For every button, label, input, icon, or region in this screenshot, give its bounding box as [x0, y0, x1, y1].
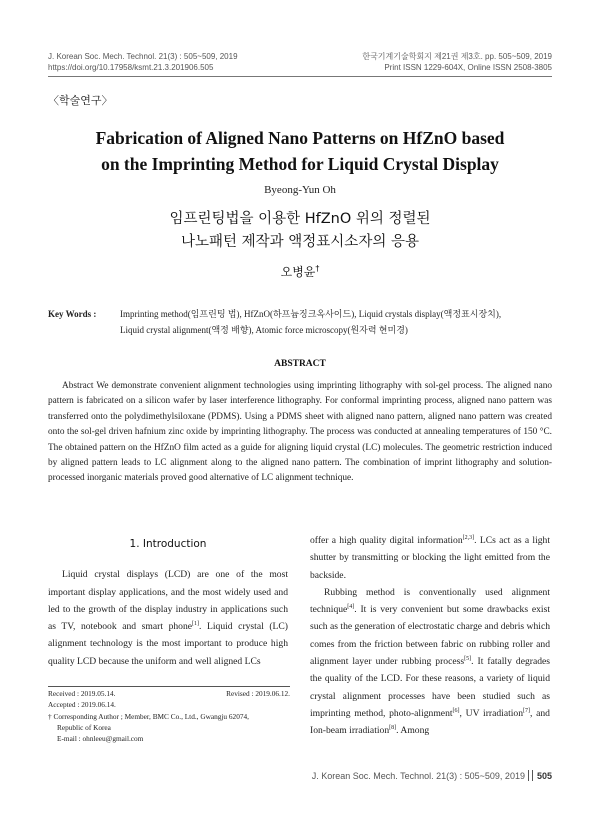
running-header-right	[362, 51, 552, 73]
title-ko-line-1: 임프린팅법을 이용한 HfZnO 위의 정렬된	[169, 211, 431, 227]
intro-text-a: Liquid crystal displays (LCD) are one of the most important display applications, and the most widely used and led to the growth of the display industry in applications such as TV, notebook and smart phone	[48, 569, 288, 633]
title-line-2: on the Imprinting Method for Liquid Crystal Display	[101, 154, 499, 174]
doi-link[interactable]: https://doi.org/10.17958/ksmt.21.3.201906.505	[48, 63, 214, 72]
body-text: offer a high quality digital information	[310, 535, 463, 546]
citation-ref[interactable]: [5]	[464, 656, 472, 663]
body-paragraph-1	[310, 532, 550, 584]
footnote-divider	[48, 686, 290, 687]
running-header-left	[48, 51, 238, 73]
corresponding-mark: †	[315, 264, 320, 273]
received-date: Received : 2019.05.14.	[48, 689, 116, 698]
body-text: . It is very convenient but some drawbacks exist such as the generation of electrostatic charge and debris which comes from the friction between fabric on rubbing roller and alignment layer under rubbing process	[310, 604, 550, 668]
citation-ref[interactable]: [8]	[389, 725, 397, 732]
accepted-date: Accepted : 2019.06.14.	[48, 700, 116, 710]
citation-ref[interactable]: [4]	[347, 604, 355, 611]
footnote-dates	[48, 688, 290, 699]
body-text: , UV irradiation	[459, 707, 524, 719]
journal-citation-ko: 한국기계기술학회지 제21권 제3호. pp. 505~509, 2019	[362, 52, 552, 61]
body-text: . Among	[396, 725, 430, 737]
keywords-line-1: Imprinting method(임프린팅 법), HfZnO(하프늄징크옥사이드), Liquid crystals display(액정표시장치),	[120, 309, 502, 319]
citation-ref[interactable]: [2,3]	[462, 535, 475, 541]
intro-paragraph	[48, 566, 288, 670]
body-paragraph-2	[310, 584, 550, 740]
revised-date: Revised : 2019.06.12.	[226, 689, 290, 698]
author-ko-text: 오병윤	[280, 265, 316, 279]
footer-citation: J. Korean Soc. Mech. Technol. 21(3) : 505~509, 2019	[311, 771, 525, 781]
author-name-korean	[0, 263, 600, 280]
page-number: 505	[536, 771, 552, 781]
keywords-label: Key Words :	[48, 309, 97, 319]
body-text: . It fatally degrades the quality of the LCD. For these reasons, a variety of liquid crystal alignment processes have been studied such as imprinting method, photo-alignment	[310, 656, 550, 719]
paper-title-korean	[48, 208, 552, 254]
citation-ref[interactable]: [1]	[192, 621, 200, 628]
title-ko-line-2: 나노패턴 제작과 액정표시소자의 응용	[181, 234, 419, 250]
section-heading-introduction: 1. Introduction	[129, 538, 207, 550]
section-tag: 〈학술연구〉	[48, 94, 113, 107]
author-name: Byeong-Yun Oh	[264, 184, 336, 196]
intro-text-b: . Liquid crystal (LC) alignment technology is the most important to produce high quality LCD because the uniform and well aligned LCs	[48, 621, 288, 667]
issn-line: Print ISSN 1229-604X, Online ISSN 2508-3805	[384, 63, 552, 72]
page-footer	[312, 770, 552, 781]
header-divider	[48, 76, 552, 77]
abstract-heading: ABSTRACT	[274, 359, 326, 369]
author-email[interactable]: E-mail : ohnleeu@gmail.com	[57, 734, 144, 744]
abstract-text: Abstract We demonstrate convenient alignment technologies using imprinting lithography with sol-gel process. The aligned nano pattern is fabricated on a silicon wafer by laser interference lithography. For conformal imprinting process, aligned nano pattern was transferred onto the polydimethylsiloxane (PDMS). Using a PDMS sheet with aligned nano pattern, aligned nano pattern was created onto the sol-gel driven hafnium zinc oxide by imprinting lithography. The process was conducted at annealing temperatures of 150 °C. The obtained pattern on the HfZnO film acted as a guide for aligning liquid crystal (LC) molecules. The geometric restriction induced by aligned pattern leads to LC alignment along to the aligned nano pattern. The combination of imprint lithography and solution-processed inorganic materials proved good alternative of LC alignment technique.	[48, 381, 552, 484]
keywords-line-2: Liquid crystal alignment(액정 배향), Atomic force microscopy(원자력 현미경)	[120, 325, 408, 335]
corresponding-author-country: Republic of Korea	[57, 722, 111, 732]
citation-ref[interactable]: [7]	[523, 707, 531, 714]
title-line-1: Fabrication of Aligned Nano Patterns on HfZnO based	[95, 128, 505, 148]
keywords-list	[120, 306, 552, 338]
left-column	[48, 532, 288, 670]
footer-separator	[528, 770, 533, 781]
right-column	[310, 532, 550, 740]
keywords-block	[48, 306, 552, 338]
body-text: Rubbing method is conventionally used alignment technique	[310, 586, 550, 616]
citation-ref[interactable]: [6]	[452, 707, 460, 714]
footnotes	[48, 688, 290, 744]
corresponding-author: † Corresponding Author ; Member, BMC Co., Ltd., Gwangju 62074,	[48, 711, 249, 721]
paper-title	[48, 125, 552, 177]
body-text: . LCs act as a light shutter by transmitting or blocking the light emitted from the backside.	[310, 535, 550, 581]
body-text: , and Ion-beam irradiation	[310, 707, 550, 737]
journal-citation: J. Korean Soc. Mech. Technol. 21(3) : 505~509, 2019	[48, 52, 238, 61]
